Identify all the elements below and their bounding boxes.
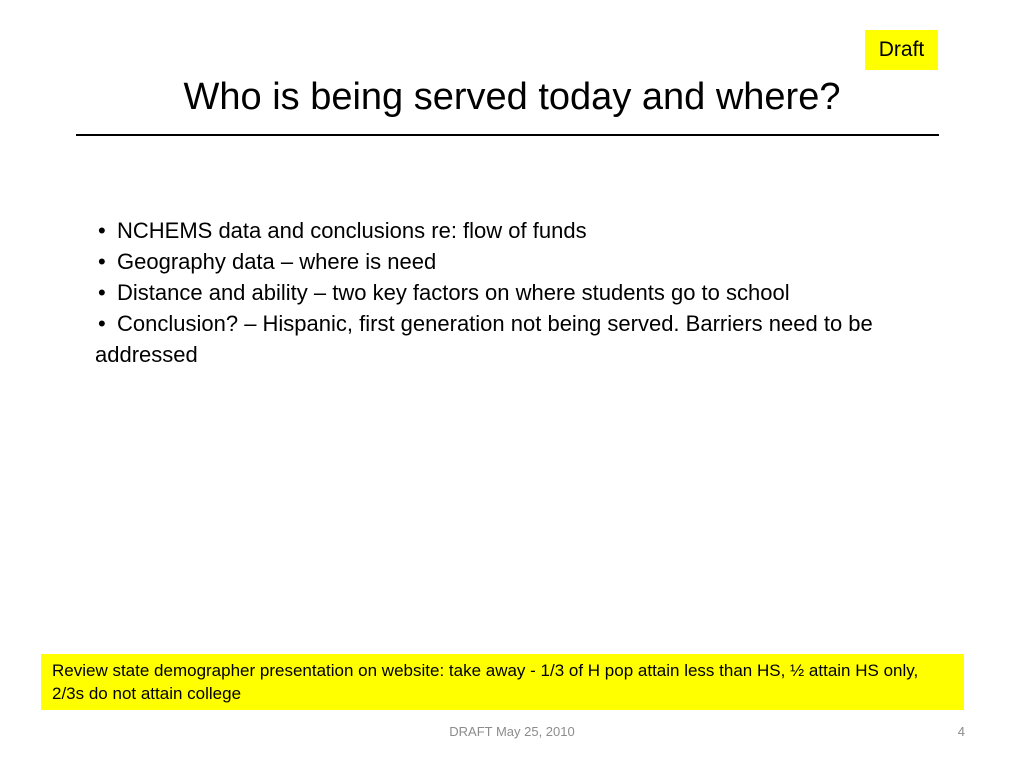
- bullet-marker: •: [98, 311, 106, 336]
- page-number: 4: [957, 724, 965, 739]
- bullet-text: Geography data – where is need: [117, 249, 437, 274]
- bullet-marker: •: [98, 249, 106, 274]
- bullet-item: [95, 308, 955, 370]
- bullet-text: Conclusion? – Hispanic, first generation not being served. Barriers need to be addressed: [95, 311, 873, 367]
- bullet-text: NCHEMS data and conclusions re: flow of funds: [117, 218, 587, 243]
- footer-date: DRAFT May 25, 2010: [449, 724, 575, 739]
- highlight-note: Review state demographer presentation on website: take away - 1/3 of H pop attain less than HS, ½ attain HS only, 2/3s do not attain college: [41, 654, 964, 710]
- title-divider: [76, 134, 939, 136]
- bullet-item: [95, 215, 955, 246]
- bullet-marker: •: [98, 218, 106, 243]
- bullet-list: [95, 215, 955, 370]
- bullet-marker: •: [98, 280, 106, 305]
- slide-title: Who is being served today and where?: [183, 76, 841, 118]
- bullet-text: Distance and ability – two key factors on where students go to school: [117, 280, 790, 305]
- bullet-item: [95, 277, 955, 308]
- bullet-item: [95, 246, 955, 277]
- draft-badge: Draft: [865, 30, 938, 70]
